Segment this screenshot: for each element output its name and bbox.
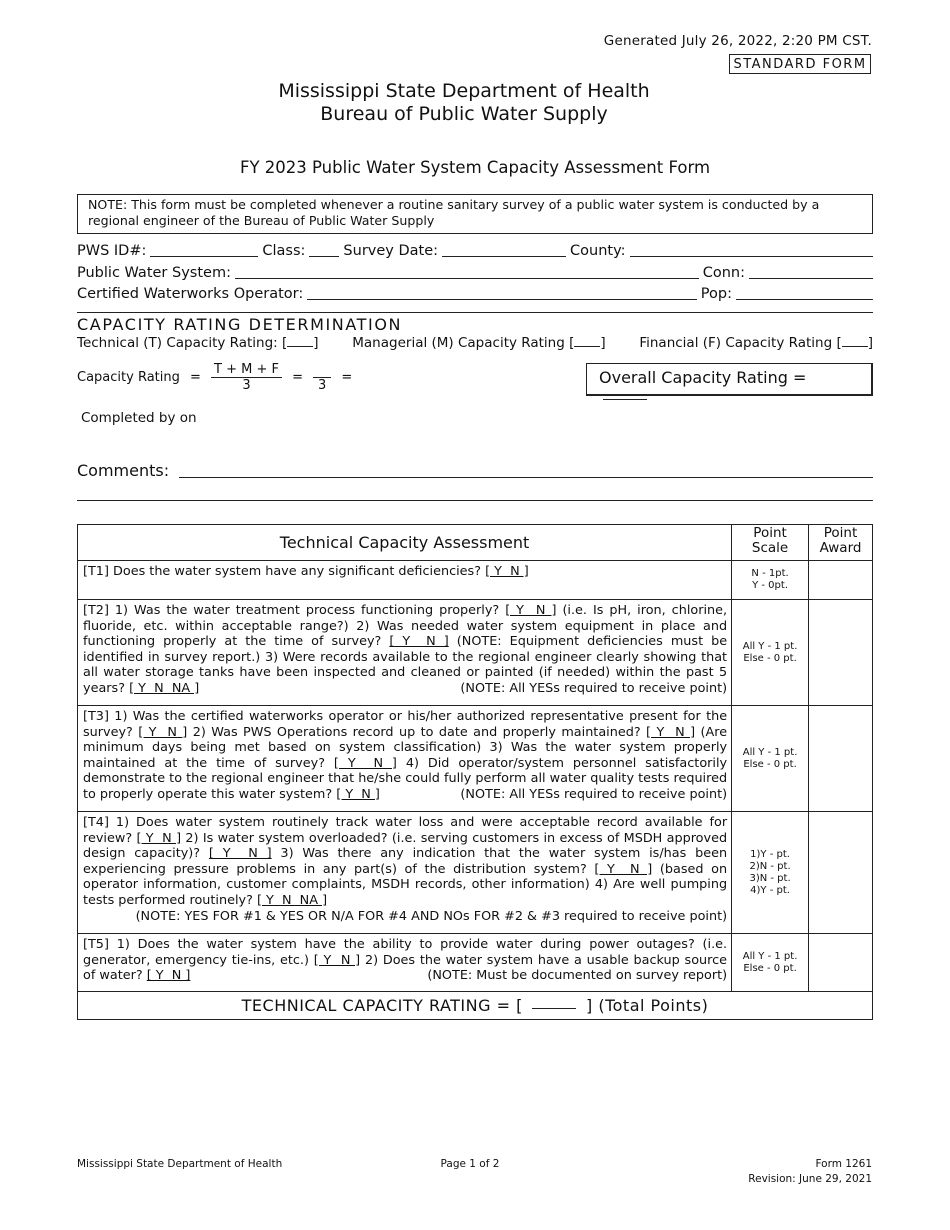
formula-numerator: T + M + F [211, 362, 282, 378]
scale-t3-line1: All Y - 1 pt. [742, 746, 798, 758]
formula-result-fraction [313, 362, 331, 393]
comments-row [77, 461, 873, 480]
formula-label: Capacity Rating [77, 370, 180, 385]
comments-field-line-2[interactable] [77, 500, 873, 501]
financial-rating-close: ] [867, 335, 873, 351]
financial-rating-field[interactable] [842, 334, 868, 347]
question-t3-yn-1[interactable]: [ Y N ] [138, 724, 188, 740]
question-t4-part-c: 3) Was there any indication that the water system is/has been experiencing pressure problems in any part(s) of the distribution system? [83, 846, 728, 877]
comments-label: Comments: [77, 461, 170, 480]
technical-total-row [78, 992, 873, 1020]
question-t4-note: (NOTE: YES FOR #1 & YES OR N/A FOR #4 AND NOs FOR #2 & #3 required to receive point) [135, 908, 728, 924]
question-t2-part-b: (i.e. Is pH, iron, chlorine, fluoride, etc. within acceptable range?) 2) Was needed water system equipment in place and functioning properly at the time of survey? [83, 603, 728, 650]
field-row-3 [77, 285, 873, 302]
field-row-1 [77, 242, 873, 259]
question-t1-text: [T1] Does the water system have any significant deficiencies? [83, 564, 481, 579]
question-t3-note: (NOTE: All YESs required to receive point) [460, 786, 728, 802]
overall-rating-label: Overall Capacity Rating = [599, 368, 807, 387]
scale-t4 [732, 812, 809, 934]
technical-rating-close: ] [313, 335, 319, 351]
technical-assessment-table [77, 524, 873, 1020]
operator-field[interactable] [307, 285, 697, 300]
question-t5-part-b: 2) Does the water system have a usable backup source of water? [83, 952, 728, 984]
technical-total-suffix: ] (Total Points) [586, 996, 709, 1015]
question-t2-note: (NOTE: All YESs required to receive point) [460, 680, 728, 696]
question-t3-part-b: 2) Was PWS Operations record up to date and properly maintained? [192, 724, 641, 740]
technical-total-field[interactable] [532, 996, 576, 1009]
question-t1-yn[interactable]: [ Y N ] [485, 564, 529, 579]
table-header-row [78, 525, 873, 561]
point-award-header: Point Award [809, 525, 873, 561]
award-t4[interactable] [809, 812, 873, 934]
class-label: Class: [262, 243, 306, 259]
form-title: FY 2023 Public Water System Capacity Assessment Form [239, 158, 711, 177]
financial-rating [639, 334, 873, 351]
question-t3 [78, 706, 732, 812]
scale-t1 [732, 561, 809, 600]
scale-t1-line2: Y - 0pt. [752, 580, 788, 591]
technical-rating [77, 334, 319, 351]
survey-date-field[interactable] [442, 242, 566, 257]
survey-date-label: Survey Date: [343, 243, 439, 259]
question-t5 [78, 934, 732, 992]
managerial-rating [352, 334, 605, 351]
question-t5-yn-2[interactable]: [ Y N ] [146, 968, 191, 984]
question-t5-note: (NOTE: Must be documented on survey report) [427, 968, 728, 984]
question-t3-part-d: 4) Did operator/system personnel satisfactorily demonstrate to the regional engineer that he/she could fully perform all water quality tests required to properly operate this water system? [83, 755, 728, 802]
scale-t4-line1: 1)Y - pt. [750, 848, 790, 860]
point-scale-header: Point Scale [732, 525, 809, 561]
question-t4-yn-2[interactable]: [ Y N ] [208, 846, 272, 862]
question-t1 [78, 561, 732, 600]
scale-t1-line1: N - 1pt. [751, 568, 789, 579]
formula-eq-3: = [341, 370, 353, 385]
system-label: Public Water System: [77, 265, 231, 281]
table-row-t1 [78, 561, 873, 600]
capacity-heading: CAPACITY RATING DETERMINATION [77, 312, 873, 334]
question-t2-yn-1[interactable]: [ Y N ] [505, 603, 557, 618]
conn-field[interactable] [749, 264, 873, 279]
scale-t3 [732, 706, 809, 812]
technical-rating-field[interactable] [287, 334, 313, 347]
award-t1[interactable] [809, 561, 873, 600]
question-t4-part-d: (based on operator information, customer complaints, MSDH records, other information) 4) Are well pumping tests performed routinely? [83, 861, 728, 908]
form-number: Form 1261 [815, 1158, 872, 1170]
question-t3-part-c: (Are minimum days being met based on system classification) 3) Was the water system properly maintained at the time of survey? [83, 724, 728, 771]
capacity-formula [77, 362, 358, 393]
question-t3-yn-4[interactable]: [ Y N ] [336, 786, 380, 802]
scale-t2-line1: All Y - 1 pt. [742, 640, 798, 652]
table-row-t4 [78, 812, 873, 934]
formula-result-denominator: 3 [318, 378, 327, 393]
managerial-rating-label: Managerial (M) Capacity Rating [ [352, 335, 575, 351]
scale-t5 [732, 934, 809, 992]
table-row-t3 [78, 706, 873, 812]
pop-label: Pop: [700, 286, 732, 302]
scale-t4-line3: 3)N - pt. [749, 872, 791, 884]
scale-t2-line2: Else - 0 pt. [743, 652, 797, 664]
overall-rating-field[interactable] [603, 387, 647, 400]
scale-t4-line4: 4)Y - pt. [750, 884, 790, 896]
completed-by: Completed by on [81, 410, 197, 426]
county-field[interactable] [630, 242, 874, 257]
award-t2[interactable] [809, 600, 873, 706]
formula-eq-2: = [292, 370, 304, 385]
question-t2-part-c: (NOTE: Equipment deficiencies must be identified in survey report.) 3) Were records available to the regional engineer clearly showing that all water storage tanks have been inspected and cleaned or painted (if needed) within the past 5 years? [83, 634, 728, 696]
footer-left: Mississippi State Department of Health [77, 1158, 283, 1170]
question-t4-yn-4[interactable]: [ Y N NA ] [256, 892, 328, 908]
question-t4-part-b: 2) Is water system overloaded? (i.e. serving customers in excess of MSDH approved design capacity)? [83, 830, 728, 862]
operator-label: Certified Waterworks Operator: [77, 286, 304, 302]
field-row-2 [77, 264, 873, 281]
formula-denominator: 3 [242, 378, 251, 393]
question-t4-yn-1[interactable]: [ Y N ] [136, 830, 182, 846]
question-t2-yn-3[interactable]: [ Y N NA ] [129, 680, 200, 696]
revision-date: Revision: June 29, 2021 [748, 1173, 872, 1185]
conn-label: Conn: [702, 265, 745, 281]
scale-t3-line2: Else - 0 pt. [743, 758, 797, 770]
department-name: Mississippi State Department of Health [278, 80, 650, 102]
question-t3-yn-2[interactable]: [ Y N ] [646, 724, 696, 740]
footer-right [748, 1157, 872, 1187]
question-t5-part-a: [T5] 1) Does the water system have the ability to provide water during power outages? (i.e. generator, emergency tie-ins, etc.) [83, 937, 728, 968]
question-t3-part-a: [T3] 1) Was the certified waterworks operator or his/her authorized representative present for the survey? [83, 709, 728, 740]
pws-id-field[interactable] [150, 242, 258, 257]
award-t5[interactable] [809, 934, 873, 992]
table-row-t2 [78, 600, 873, 706]
formula-eq-1: = [190, 370, 201, 385]
department-heading [0, 80, 928, 126]
question-t2-part-a: [T2] 1) Was the water treatment process functioning properly? [83, 603, 500, 618]
question-t4-yn-3[interactable]: [ Y N ] [594, 861, 653, 877]
class-field[interactable] [309, 242, 339, 257]
formula-sum-field[interactable] [313, 362, 331, 378]
rating-row [77, 334, 873, 351]
award-t3[interactable] [809, 706, 873, 812]
scale-t4-line2: 2)N - pt. [749, 860, 791, 872]
bureau-name: Bureau of Public Water Supply [320, 103, 608, 125]
scale-t5-line2: Else - 0 pt. [743, 962, 797, 974]
scale-t2 [732, 600, 809, 706]
question-t3-yn-3[interactable]: [ Y N ] [333, 755, 397, 771]
technical-total [78, 992, 873, 1020]
managerial-rating-close: ] [600, 335, 606, 351]
formula-fraction [211, 362, 282, 393]
system-field[interactable] [235, 264, 699, 279]
scale-t5-line1: All Y - 1 pt. [742, 950, 798, 962]
technical-total-label: TECHNICAL CAPACITY RATING = [ [241, 996, 523, 1015]
table-title: Technical Capacity Assessment [78, 525, 732, 561]
question-t4 [78, 812, 732, 934]
pop-field[interactable] [736, 285, 873, 300]
note-box: NOTE: This form must be completed whenever a routine sanitary survey of a public water system is conducted by a regional engineer of the Bureau of Public Water Supply [77, 194, 873, 234]
managerial-rating-field[interactable] [574, 334, 600, 347]
question-t2 [78, 600, 732, 706]
standard-form-badge: STANDARD FORM [729, 54, 871, 74]
technical-rating-label: Technical (T) Capacity Rating: [ [77, 335, 288, 351]
question-t2-yn-2[interactable]: [ Y N ] [389, 634, 449, 650]
pws-id-label: PWS ID#: [77, 243, 147, 259]
question-t4-part-a: [T4] 1) Does water system routinely track water loss and were acceptable record available for review? [83, 815, 728, 846]
generated-timestamp: Generated July 26, 2022, 2:20 PM CST. [603, 33, 872, 49]
comments-field[interactable] [179, 461, 873, 478]
overall-rating-box [586, 363, 873, 396]
table-row-t5 [78, 934, 873, 992]
footer-page: Page 1 of 2 [440, 1158, 500, 1170]
question-t5-yn-1[interactable]: [ Y N ] [313, 952, 361, 968]
county-label: County: [570, 243, 626, 259]
financial-rating-label: Financial (F) Capacity Rating [ [639, 335, 842, 351]
